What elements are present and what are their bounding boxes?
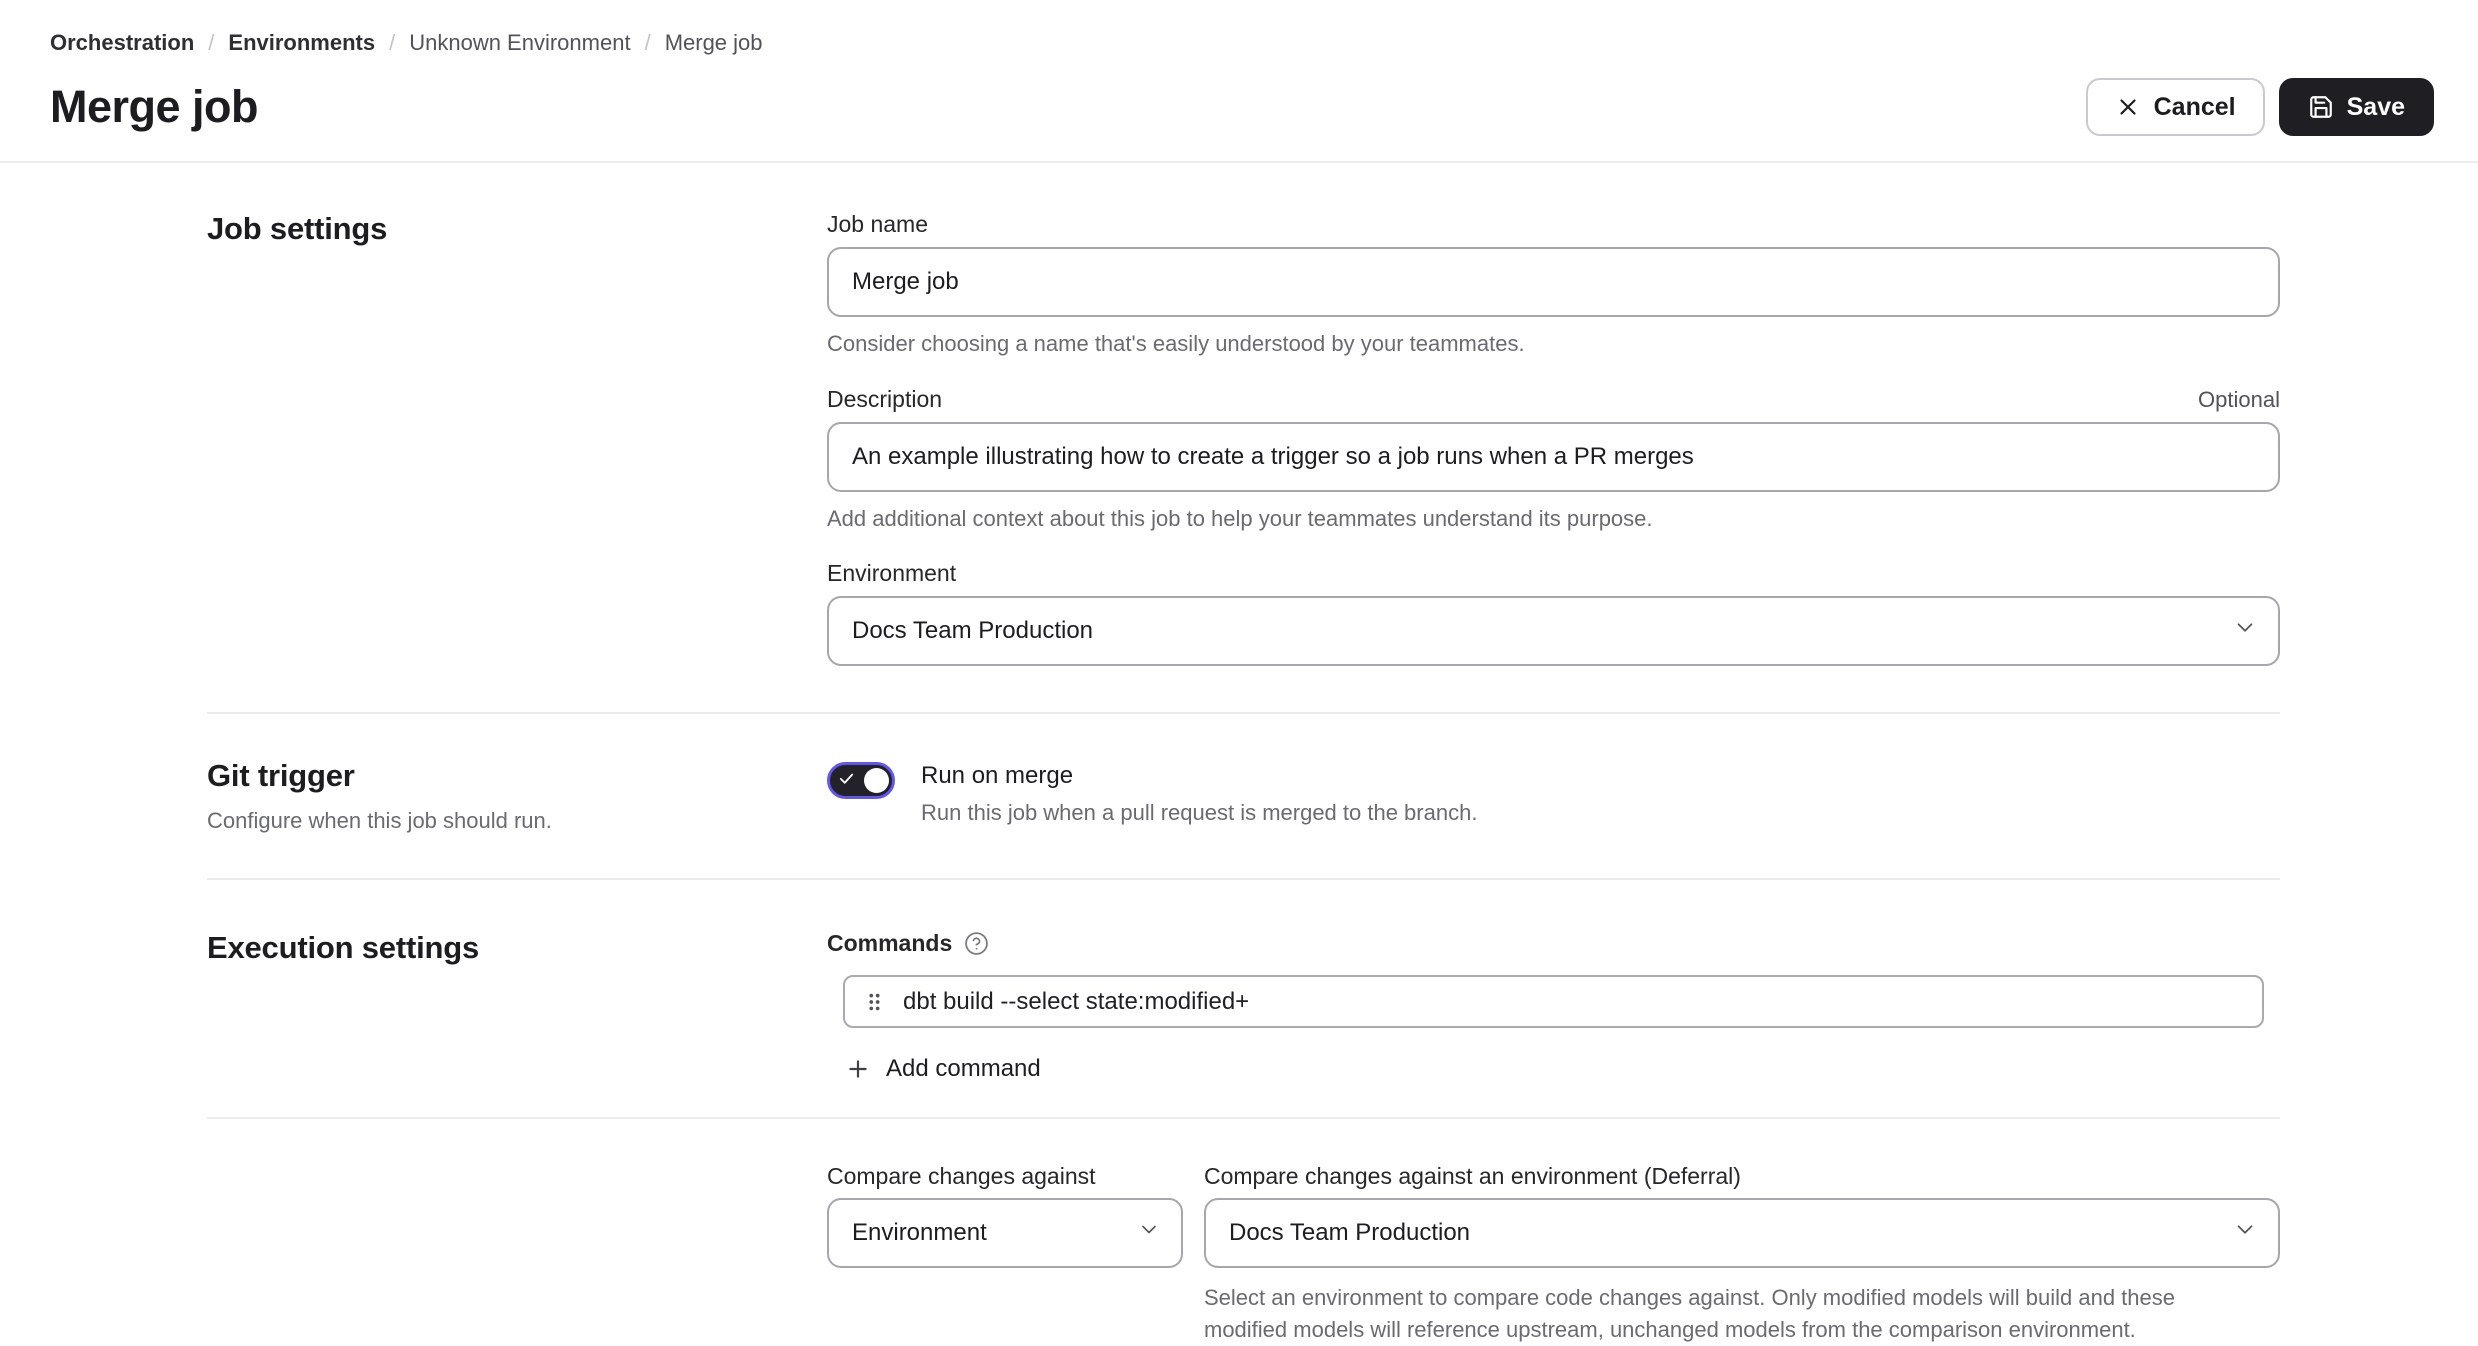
compare-against-select[interactable] xyxy=(827,1198,1183,1268)
git-trigger-heading: Git trigger xyxy=(207,758,355,794)
description-label: Description xyxy=(827,385,943,412)
close-icon xyxy=(2115,94,2141,120)
description-field xyxy=(827,386,2280,534)
breadcrumb-separator: / xyxy=(389,30,396,55)
chevron-down-icon xyxy=(2232,1217,2258,1250)
header-actions xyxy=(2086,78,2434,136)
command-text[interactable]: dbt build --select state:modified+ xyxy=(903,987,1250,1015)
environment-field xyxy=(827,560,2280,666)
run-on-merge-row xyxy=(827,758,2280,825)
run-on-merge-label: Run on merge xyxy=(921,762,1074,790)
main-content xyxy=(0,163,2478,1346)
cancel-button[interactable] xyxy=(2086,78,2265,136)
job-name-helper: Consider choosing a name that's easily understood by your teammates. xyxy=(827,331,1525,356)
run-on-merge-toggle[interactable] xyxy=(827,762,895,799)
job-name-label: Job name xyxy=(827,211,929,237)
page-header xyxy=(0,0,2478,163)
header-row xyxy=(50,78,2434,136)
page-title: Merge job xyxy=(50,81,259,133)
section-execution-settings xyxy=(207,880,2280,1117)
command-row[interactable] xyxy=(843,975,2264,1028)
job-name-input[interactable] xyxy=(827,247,2280,317)
chevron-down-icon xyxy=(1137,1218,1161,1249)
breadcrumb-item-orchestration[interactable]: Orchestration xyxy=(50,30,195,55)
deferral-select-value: Docs Team Production xyxy=(1229,1219,1471,1247)
environment-label: Environment xyxy=(827,560,957,587)
environment-select-value: Docs Team Production xyxy=(852,617,1094,645)
description-input[interactable] xyxy=(827,422,2280,492)
breadcrumb-item-environments[interactable]: Environments xyxy=(228,30,376,55)
breadcrumb-item-merge-job: Merge job xyxy=(664,30,763,55)
drag-handle-icon[interactable] xyxy=(863,991,885,1013)
git-trigger-subheading: Configure when this job should run. xyxy=(207,808,552,834)
deferral-helper: Select an environment to compare code changes against. Only modified models will build and these modified models will reference upstream, unchanged models from the comparison environment. xyxy=(1204,1285,2175,1343)
section-git-trigger xyxy=(207,714,2280,878)
toggle-knob xyxy=(864,768,889,793)
add-command-button[interactable] xyxy=(845,1055,1041,1083)
section-job-settings xyxy=(207,211,2280,666)
save-button-label: Save xyxy=(2346,92,2405,121)
help-icon[interactable] xyxy=(964,931,989,956)
chevron-down-icon xyxy=(2232,615,2258,648)
add-command-label: Add command xyxy=(886,1055,1041,1083)
compare-changes-row xyxy=(827,1119,2280,1346)
deferral-label: Compare changes against an environment (Deferral) xyxy=(1204,1163,1741,1190)
breadcrumb-separator: / xyxy=(208,30,215,55)
compare-against-label: Compare changes against xyxy=(827,1163,1096,1190)
description-helper: Add additional context about this job to help your teammates understand its purpose. xyxy=(827,505,1653,531)
deferral-select[interactable] xyxy=(1204,1198,2280,1268)
optional-badge: Optional xyxy=(2198,386,2280,412)
check-icon xyxy=(838,770,855,792)
plus-icon xyxy=(845,1056,871,1082)
execution-settings-heading: Execution settings xyxy=(207,930,480,966)
cancel-button-label: Cancel xyxy=(2153,92,2236,121)
breadcrumb xyxy=(50,30,2434,56)
environment-select[interactable] xyxy=(827,596,2280,666)
job-settings-heading: Job settings xyxy=(207,211,388,246)
commands-label: Commands xyxy=(827,930,953,957)
breadcrumb-item-unknown-environment[interactable]: Unknown Environment xyxy=(409,30,631,55)
run-on-merge-description: Run this job when a pull request is merged to the branch. xyxy=(921,799,1478,825)
compare-against-select-value: Environment xyxy=(852,1219,987,1247)
breadcrumb-separator: / xyxy=(644,30,651,55)
save-button[interactable] xyxy=(2279,78,2434,136)
save-icon xyxy=(2308,94,2334,120)
job-name-field xyxy=(827,211,2280,359)
